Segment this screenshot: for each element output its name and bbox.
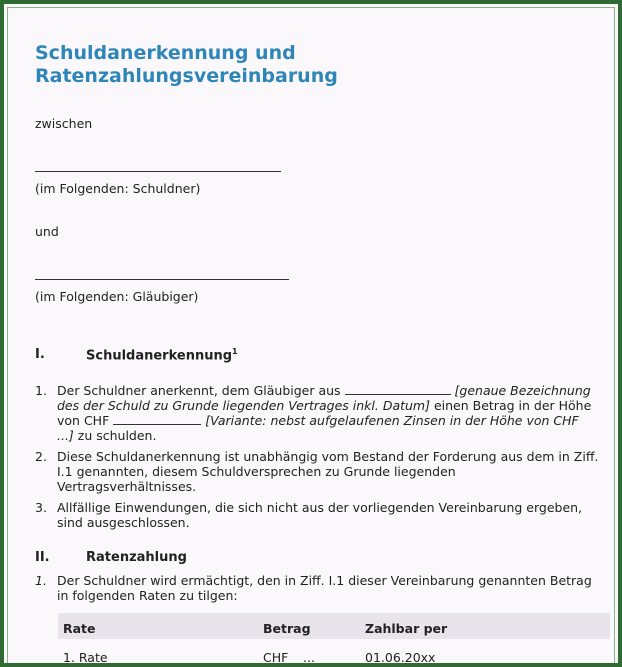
table-row-currency: CHF: [263, 650, 289, 665]
item-1-3-text: [57, 500, 582, 530]
item-1-1-text-c: des der Schuld zu Grunde liegenden Vertrages inkl. Datum]: [57, 398, 430, 413]
item-1-2-number: 2.: [35, 449, 47, 464]
item-1-1-text-f: [Variante: nebst aufgelaufenen Zinsen in der Höhe von CHF: [201, 413, 579, 428]
section-2-heading: Ratenzahlung: [86, 550, 187, 565]
item-2-1-line-1: Der Schuldner wird ermächtigt, den in Ziff. I.1 dieser Vereinbarung genannten Betrag: [57, 573, 592, 588]
table-header-due: Zahlbar per: [365, 621, 448, 636]
title-line-1: Schuldanerkennung und: [35, 42, 296, 64]
creditor-signature-line: [35, 279, 289, 280]
rates-table-header: [58, 613, 610, 639]
document-title: [35, 42, 338, 88]
item-1-1-text: [57, 383, 591, 443]
item-1-1-text-e: von CHF: [57, 413, 114, 428]
section-2-number: II.: [35, 550, 50, 565]
title-line-2: Ratenzahlungsvereinbarung: [35, 65, 338, 87]
item-1-1-text-d: einen Betrag in der Höhe: [430, 398, 592, 413]
table-row-amount: ...: [303, 650, 315, 665]
table-header-amount: Betrag: [263, 621, 311, 636]
section-1-number: I.: [35, 347, 45, 362]
debtor-signature-line: [35, 171, 281, 172]
item-1-1-text-h: zu schulden.: [73, 428, 157, 443]
contract-blank: [345, 383, 451, 395]
item-1-1-text-a: Der Schuldner anerkennt, dem Gläubiger aus: [57, 383, 345, 398]
item-1-3-number: 3.: [35, 500, 47, 515]
item-1-2-line-3: Vertragsverhältnisses.: [57, 479, 197, 494]
item-1-1-number: 1.: [35, 383, 47, 398]
item-1-3-line-2: sind ausgeschlossen.: [57, 515, 190, 530]
table-header-rate: Rate: [63, 621, 96, 636]
between-text: zwischen: [35, 116, 93, 131]
section-1-heading: [86, 347, 238, 363]
item-1-3-line-1: Allfällige Einwendungen, die sich nicht aus der vorliegenden Vereinbarung ergeben,: [57, 500, 583, 515]
section-1-heading-text: Schuldanerkennung: [86, 348, 233, 364]
table-row-due: 01.06.20xx: [365, 650, 436, 665]
item-2-1-number: 1.: [35, 573, 47, 588]
item-1-2-line-2: I.1 genannten, diesem Schuldversprechen zu Grunde liegenden: [57, 464, 456, 479]
item-1-2-text: [57, 449, 598, 494]
item-2-1-line-2: in folgenden Raten zu tilgen:: [57, 588, 238, 603]
item-2-1-text: [57, 573, 592, 603]
item-1-2-line-1: Diese Schuldanerkennung ist unabhängig vom Bestand der Forderung aus dem in Ziff.: [57, 449, 599, 464]
item-1-1-text-b: [genaue Bezeichnung: [454, 383, 591, 398]
amount-blank: [113, 413, 201, 425]
item-1-1-text-g: ...]: [57, 428, 74, 443]
debtor-label: (im Folgenden: Schuldner): [35, 181, 201, 196]
creditor-label: (im Folgenden: Gläubiger): [35, 289, 199, 304]
footnote-marker: 1: [232, 347, 238, 356]
and-text: und: [35, 224, 59, 239]
table-row-rate: 1. Rate: [63, 650, 108, 665]
